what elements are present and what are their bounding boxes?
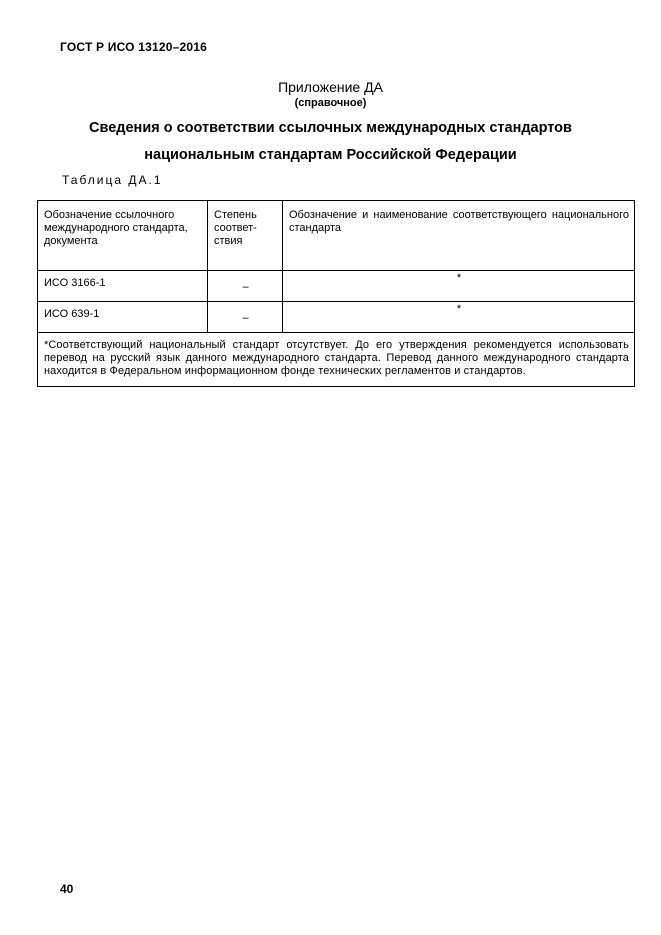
correspondence-table (37, 200, 635, 387)
page-number: 40 (60, 882, 74, 896)
cell-degree: – (208, 271, 283, 302)
header-national-standard: Обозначение и наименование соответствующего национального стандарта (283, 201, 635, 271)
annex-subtitle: (справочное) (294, 97, 367, 109)
table-header-row (38, 201, 635, 271)
cell-standard-designation: ИСО 3166-1 (38, 271, 208, 302)
annex-title: Приложение ДА (278, 79, 383, 95)
section-heading-line-1: Сведения о соответствии ссылочных международных стандартов (89, 120, 572, 136)
cell-national-standard: * (283, 271, 635, 302)
cell-degree: – (208, 302, 283, 333)
cell-standard-designation: ИСО 639-1 (38, 302, 208, 333)
section-heading-line-2: национальным стандартам Российской Федерации (144, 147, 517, 163)
cell-national-standard: * (283, 302, 635, 333)
table-footnote: *Соответствующий национальный стандарт отсутствует. До его утверждения рекомендуется использовать перевод на русский язык данного международного стандарта. Перевод данного международного стандарта находится в Федеральном информационном фонде технических регламентов и стандартов. (38, 333, 635, 387)
header-degree-of-correspondence: Степень соответ-ствия (208, 201, 283, 271)
table-row (38, 302, 635, 333)
table-label: Таблица ДА.1 (62, 173, 163, 187)
table-note-row (38, 333, 635, 387)
document-code-header: ГОСТ Р ИСО 13120–2016 (60, 40, 207, 54)
table-row (38, 271, 635, 302)
header-international-standard: Обозначение ссылочного международного стандарта, документа (38, 201, 208, 271)
